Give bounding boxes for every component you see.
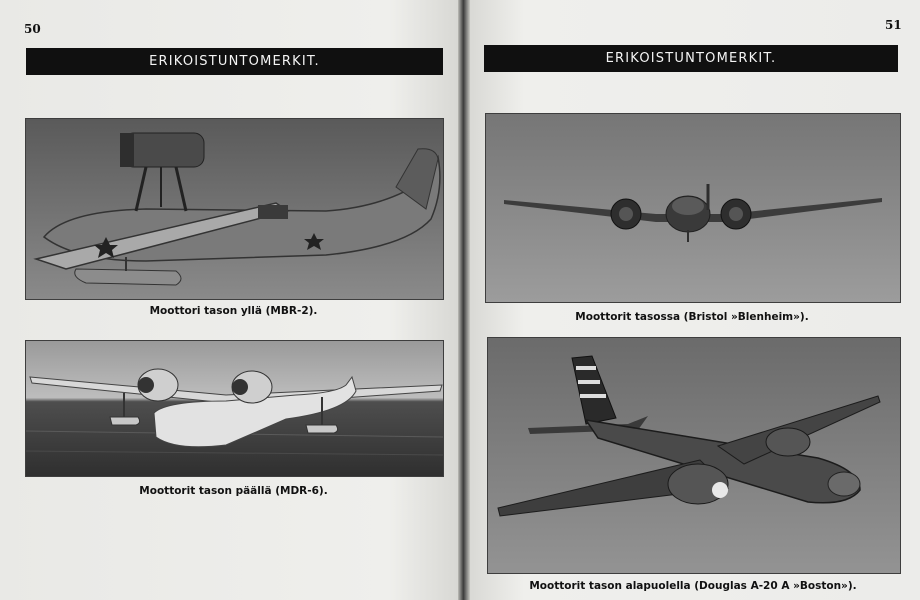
- figure-caption: Moottorit tasossa (Bristol »Blenheim»).: [575, 311, 809, 323]
- section-banner: ERIKOISTUNTOMERKIT.: [26, 48, 443, 75]
- photo-douglas-boston: [487, 337, 901, 574]
- photo-bristol-blenheim: [485, 113, 901, 303]
- section-banner: ERIKOISTUNTOMERKIT.: [484, 45, 898, 72]
- page-number: 51: [885, 18, 902, 32]
- page-number: 50: [24, 22, 41, 36]
- photo-mdr6-flying-boat: [25, 340, 444, 477]
- figure-caption: Moottori tason yllä (MBR-2).: [149, 305, 318, 317]
- photo-mbr2-flying-boat: [25, 118, 444, 300]
- figure-caption: Moottorit tason alapuolella (Douglas A-20 A »Boston»).: [529, 580, 857, 592]
- right-page: [470, 0, 920, 600]
- book-gutter: [458, 0, 470, 600]
- left-page: [0, 0, 458, 600]
- figure-caption: Moottorit tason päällä (MDR-6).: [139, 485, 328, 497]
